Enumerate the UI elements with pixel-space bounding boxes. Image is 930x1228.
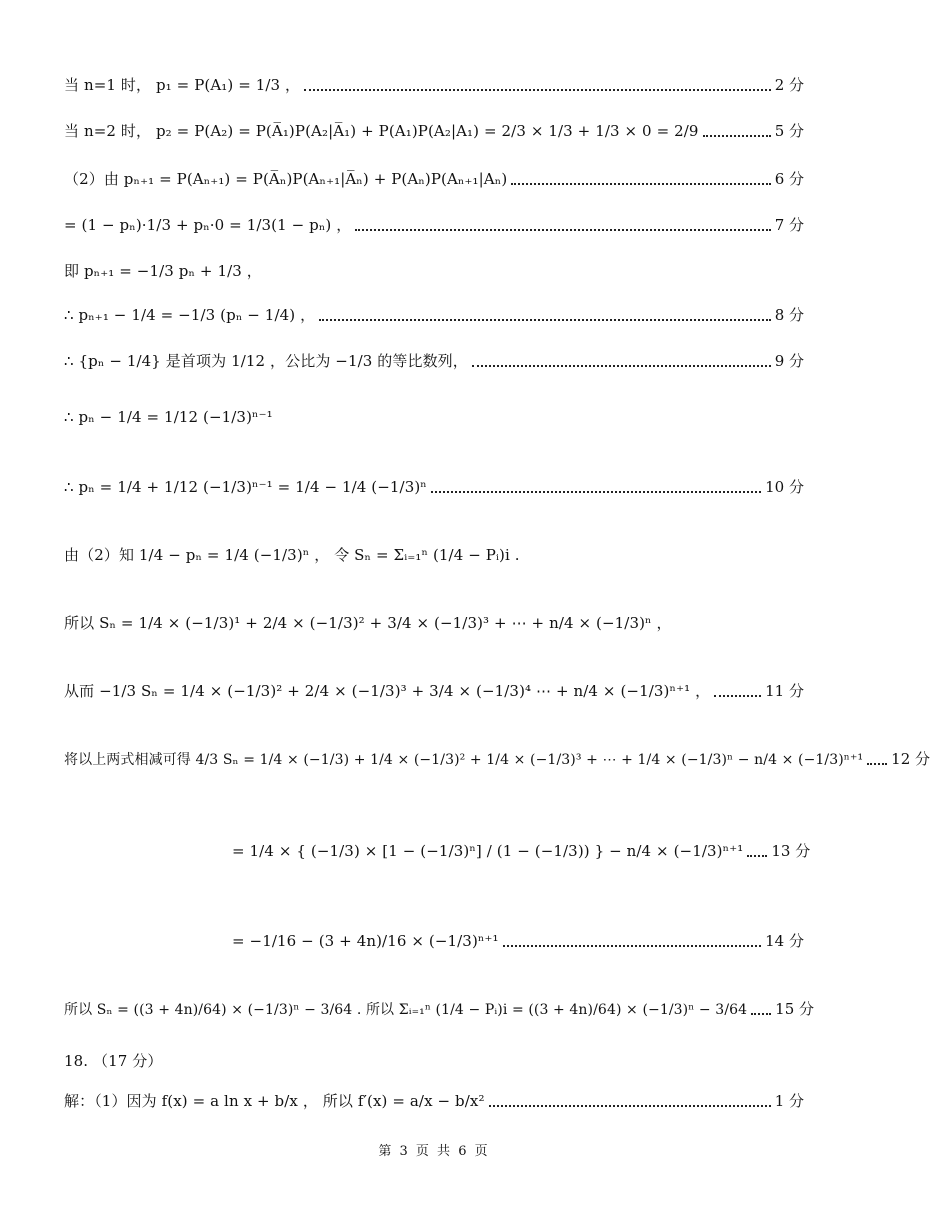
score-label: 14 分 xyxy=(765,932,804,950)
math-expression: ∴ pₙ − 1/4 = 1/12 (−1/3)ⁿ⁻¹ xyxy=(64,408,273,426)
solution-line-3 xyxy=(64,168,804,189)
solution-line-5 xyxy=(64,260,804,281)
math-expression: 即 pₙ₊₁ = −1/3 pₙ + 1/3 ， xyxy=(64,262,262,280)
math-expression: 当 n=1 时， p₁ = P(A₁) = 1/3 ， xyxy=(64,76,301,94)
solution-line-11 xyxy=(64,612,804,633)
math-expression: 当 n=2 时， p₂ = P(A₂) = P(A̅₁)P(A₂|A̅₁) + P(A₁)P(A₂|A₁) = 2/3 × 1/3 + 1/3 × 0 = 2/9 xyxy=(64,122,699,140)
solution-line-13 xyxy=(64,748,930,769)
solution-line-14 xyxy=(232,840,811,861)
solution-line-10 xyxy=(64,544,804,565)
score-label: 9 分 xyxy=(774,352,804,370)
math-expression: = 1/4 × { (−1/3) × [1 − (−1/3)ⁿ] / (1 − (−1/3)) } − n/4 × (−1/3)ⁿ⁺¹ xyxy=(232,841,744,860)
math-expression: ∴ pₙ = 1/4 + 1/12 (−1/3)ⁿ⁻¹ = 1/4 − 1/4 (−1/3)ⁿ xyxy=(64,477,427,496)
math-expression: （2）由 pₙ₊₁ = P(Aₙ₊₁) = P(A̅ₙ)P(Aₙ₊₁|A̅ₙ) + P(Aₙ)P(Aₙ₊₁|Aₙ) xyxy=(64,170,508,188)
page-footer: 第 3 页 共 6 页 xyxy=(378,1144,490,1159)
math-expression: ∴ {pₙ − 1/4} 是首项为 1/12 ，公比为 −1/3 的等比数列， xyxy=(64,352,468,370)
math-expression: 所以 Sₙ = ((3 + 4n)/64) × (−1/3)ⁿ − 3/64 . 所以 Σᵢ₌₁ⁿ (1/4 − Pᵢ)i = ((3 + 4n)/64) × (−1/3)ⁿ − 3/64 xyxy=(64,1001,748,1018)
solution-line-15 xyxy=(232,930,804,951)
dot-leader xyxy=(304,89,771,91)
solution-line-4 xyxy=(64,214,804,235)
score-label: 5 分 xyxy=(774,122,804,140)
math-expression: 解：（1）因为 f(x) = a ln x + b/x ， 所以 f′(x) = a/x − b/x² xyxy=(64,1092,485,1110)
solution-line-6 xyxy=(64,304,804,325)
score-label: 10 分 xyxy=(765,478,804,496)
dot-leader xyxy=(714,695,761,697)
dot-leader xyxy=(472,365,771,367)
math-expression: = (1 − pₙ)·1/3 + pₙ·0 = 1/3(1 − pₙ) ， xyxy=(64,216,352,234)
math-expression: ∴ pₙ₊₁ − 1/4 = −1/3 (pₙ − 1/4) ， xyxy=(64,306,316,324)
score-label: 15 分 xyxy=(775,1000,815,1018)
score-label: 13 分 xyxy=(771,842,811,860)
solution-line-8 xyxy=(64,408,804,426)
score-label: 8 分 xyxy=(774,306,804,324)
math-expression: 所以 Sₙ = 1/4 × (−1/3)¹ + 2/4 × (−1/3)² + 3/4 × (−1/3)³ + ⋯ + n/4 × (−1/3)ⁿ ， xyxy=(64,614,672,632)
score-label: 12 分 xyxy=(891,750,930,768)
dot-leader xyxy=(747,855,767,857)
solution-line-1 xyxy=(64,74,804,95)
dot-leader xyxy=(355,229,770,231)
dot-leader xyxy=(489,1105,771,1107)
math-expression: 由（2）知 1/4 − pₙ = 1/4 (−1/3)ⁿ ， 令 Sₙ = Σᵢ₌₁ⁿ (1/4 − Pᵢ)i . xyxy=(64,546,520,564)
score-label: 7 分 xyxy=(774,216,804,234)
question-number: 18. （17 分） xyxy=(64,1052,163,1070)
math-expression: 从而 −1/3 Sₙ = 1/4 × (−1/3)² + 2/4 × (−1/3)³ + 3/4 × (−1/3)⁴ ⋯ + n/4 × (−1/3)ⁿ⁺¹ ， xyxy=(64,682,711,700)
score-label: 11 分 xyxy=(765,682,804,700)
solution-line-12 xyxy=(64,680,804,701)
solution-line-7 xyxy=(64,350,804,371)
solution-line-2 xyxy=(64,120,804,141)
question-heading xyxy=(64,1050,804,1071)
solution-line-18 xyxy=(64,1090,804,1111)
math-expression: = −1/16 − (3 + 4n)/16 × (−1/3)ⁿ⁺¹ xyxy=(232,931,499,950)
dot-leader xyxy=(503,945,762,947)
dot-leader xyxy=(319,319,771,321)
score-label: 2 分 xyxy=(774,76,804,94)
solution-line-9 xyxy=(64,476,804,497)
math-expression: 将以上两式相减可得 4/3 Sₙ = 1/4 × (−1/3) + 1/4 × (−1/3)² + 1/4 × (−1/3)³ + ⋯ + 1/4 × (−1/3)ⁿ − n/4 × (−1/3)ⁿ⁺¹ xyxy=(64,751,864,768)
score-label: 6 分 xyxy=(774,170,804,188)
dot-leader xyxy=(511,183,770,185)
dot-leader xyxy=(867,763,887,765)
dot-leader xyxy=(751,1013,771,1015)
dot-leader xyxy=(431,491,761,493)
solution-line-16 xyxy=(64,998,815,1019)
dot-leader xyxy=(703,135,771,137)
score-label: 1 分 xyxy=(774,1092,804,1110)
